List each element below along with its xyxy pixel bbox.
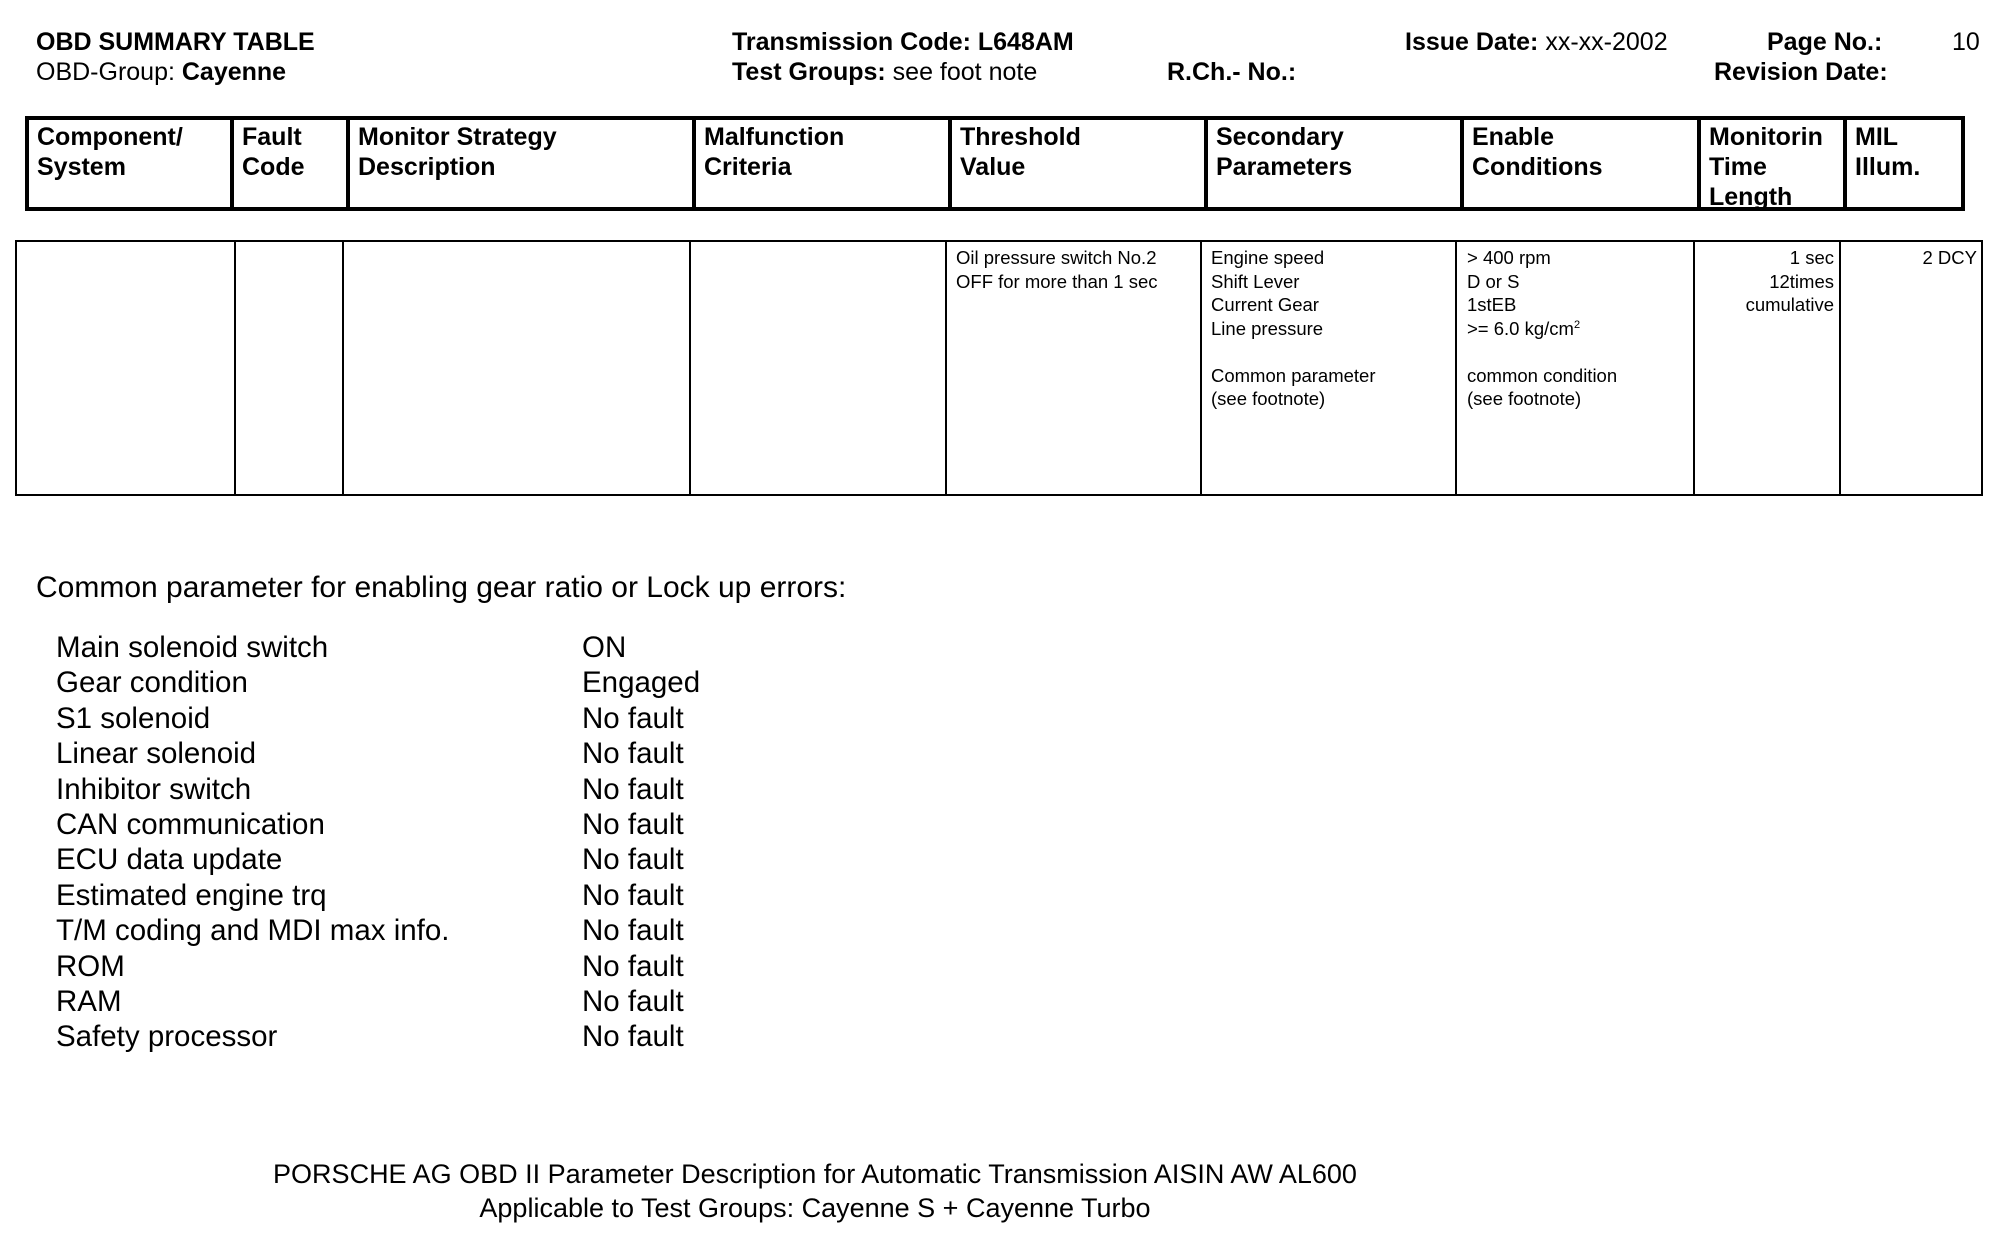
param-value: No fault xyxy=(582,984,684,1018)
row-divider xyxy=(689,240,691,494)
param-value: No fault xyxy=(582,701,684,735)
col-header-threshold-value: Threshold Value xyxy=(960,123,1081,181)
param-name: T/M coding and MDI max info. xyxy=(56,914,450,948)
time-length-line: cumulative xyxy=(1745,294,1834,315)
col-header-monitoring-time: Monitorin Time Length xyxy=(1709,123,1823,211)
row-divider xyxy=(234,240,236,494)
param-value: No fault xyxy=(582,1020,684,1054)
param-name: Estimated engine trq xyxy=(56,878,327,912)
row-divider xyxy=(1693,240,1695,494)
secondary-param: Engine speed xyxy=(1211,247,1325,268)
param-value: No fault xyxy=(582,914,684,948)
time-length-line: 1 sec xyxy=(1789,247,1834,268)
param-name: S1 solenoid xyxy=(56,701,211,735)
col-header-component: Component/ System xyxy=(37,123,183,181)
param-value: No fault xyxy=(582,772,684,806)
row-top-border xyxy=(342,240,689,242)
param-name: Inhibitor switch xyxy=(56,772,252,806)
time-length-cell xyxy=(1697,246,1834,317)
col-header-secondary-parameters: Secondary Parameters xyxy=(1216,123,1353,181)
document-title: OBD SUMMARY TABLE xyxy=(36,28,315,56)
table-row xyxy=(15,240,1983,496)
enable-conditions-cell xyxy=(1467,246,1617,411)
enable-condition xyxy=(1467,340,1617,364)
secondary-param: Line pressure xyxy=(1211,317,1324,339)
revision-date-label: Revision Date: xyxy=(1714,58,1888,86)
secondary-param xyxy=(1211,340,1376,364)
footer-line-2: Applicable to Test Groups: Cayenne S + Cayenne Turbo xyxy=(479,1193,1151,1223)
enable-condition: common condition xyxy=(1467,364,1618,386)
issue-date-label: Issue Date: xyxy=(1405,28,1539,56)
obd-group xyxy=(36,57,286,87)
issue-date-value: xx-xx-2002 xyxy=(1538,28,1668,56)
col-header-fault-code: Fault Code xyxy=(242,123,305,181)
obd-group-value: Cayenne xyxy=(181,58,287,86)
param-name: Linear solenoid xyxy=(56,737,257,771)
secondary-param: (see footnote) xyxy=(1211,388,1326,409)
secondary-param: Current Gear xyxy=(1211,294,1319,315)
param-value: No fault xyxy=(582,878,684,912)
row-top-border xyxy=(17,240,234,242)
secondary-param: Shift Lever xyxy=(1211,270,1300,292)
row-divider xyxy=(342,240,344,494)
test-groups-value: see foot note xyxy=(885,58,1038,86)
col-header-mil-illum: MIL Illum. xyxy=(1855,123,1921,181)
enable-condition: >= 6.0 kg/cm xyxy=(1467,317,1574,339)
issue-date xyxy=(1405,27,1668,57)
column-header-table xyxy=(25,116,1965,211)
test-groups-label: Test Groups: xyxy=(732,58,886,86)
param-name: CAN communication xyxy=(56,807,325,841)
secondary-param: Common parameter xyxy=(1211,364,1376,386)
enable-condition: (see footnote) xyxy=(1467,388,1582,409)
param-value: No fault xyxy=(582,843,684,877)
param-name: ECU data update xyxy=(56,843,283,877)
transmission-code: Transmission Code: L648AM xyxy=(732,28,1074,56)
row-divider xyxy=(1200,240,1202,494)
param-name: Main solenoid switch xyxy=(56,631,329,664)
threshold-value-cell xyxy=(956,246,1158,293)
page-no-label: Page No.: xyxy=(1767,28,1883,56)
enable-condition: > 400 rpm xyxy=(1467,247,1551,268)
param-name: RAM xyxy=(56,984,122,1018)
param-value: No fault xyxy=(582,949,684,983)
secondary-parameters-cell xyxy=(1211,246,1376,411)
row-divider xyxy=(1839,240,1841,494)
param-value: Engaged xyxy=(582,666,701,700)
param-value: No fault xyxy=(582,807,684,841)
row-divider xyxy=(945,240,947,494)
mil-illum-cell xyxy=(1843,246,1977,270)
obd-group-label: OBD-Group: xyxy=(36,58,182,86)
mil-value: 2 DCY xyxy=(1922,247,1977,268)
common-parameter-title: Common parameter for enabling gear ratio or Lock up errors: xyxy=(36,571,847,604)
row-top-border xyxy=(234,240,342,242)
enable-condition: D or S xyxy=(1467,270,1520,292)
enable-condition: 1stEB xyxy=(1467,294,1517,315)
param-value: No fault xyxy=(582,737,684,771)
rch-no-label: R.Ch.- No.: xyxy=(1167,58,1297,86)
threshold-line: OFF for more than 1 sec xyxy=(956,270,1158,292)
col-header-enable-conditions: Enable Conditions xyxy=(1472,123,1603,181)
test-groups xyxy=(732,57,1037,87)
param-value: ON xyxy=(582,631,627,664)
param-name: Safety processor xyxy=(56,1020,278,1054)
page-no-value: 10 xyxy=(1952,28,1980,56)
col-header-monitor-strategy: Monitor Strategy Description xyxy=(358,123,557,181)
col-header-malfunction-criteria: Malfunction Criteria xyxy=(704,123,845,181)
threshold-line: Oil pressure switch No.2 xyxy=(956,247,1157,268)
param-name: Gear condition xyxy=(56,666,248,700)
superscript: 2 xyxy=(1573,318,1581,331)
enable-condition-line-pressure xyxy=(1467,317,1617,341)
param-name: ROM xyxy=(56,949,125,983)
time-length-line: 12times xyxy=(1769,270,1834,292)
footer-line-1: PORSCHE AG OBD II Parameter Description for Automatic Transmission AISIN AW AL600 xyxy=(273,1159,1357,1189)
row-top-border xyxy=(689,240,1983,242)
row-divider xyxy=(1455,240,1457,494)
